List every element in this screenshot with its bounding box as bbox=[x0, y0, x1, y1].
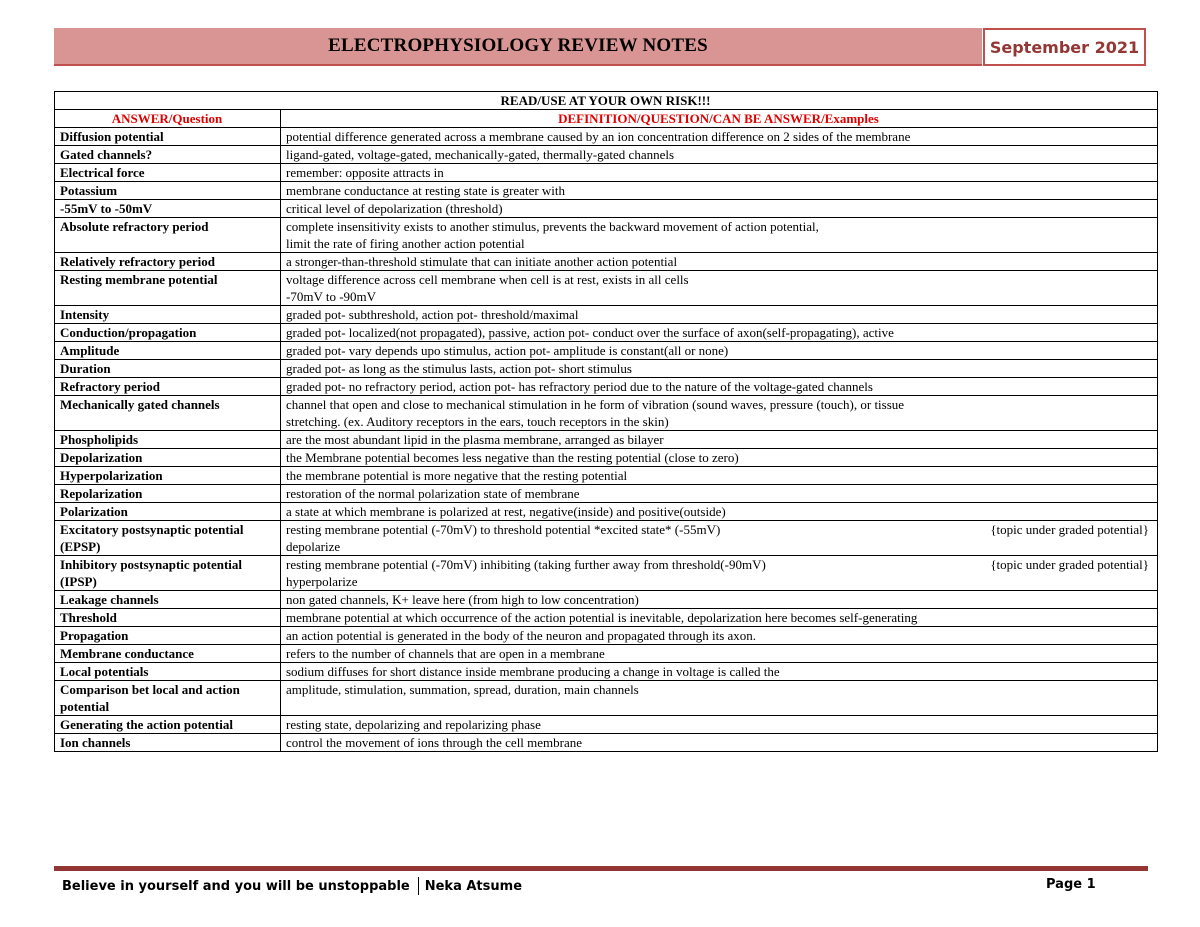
header-row bbox=[55, 110, 1158, 128]
definition-cell bbox=[281, 556, 1158, 591]
footer-separator bbox=[418, 877, 419, 895]
topic-tag: {topic under graded potential} bbox=[990, 522, 1149, 537]
table-row bbox=[55, 734, 1158, 752]
topic-tag: {topic under graded potential} bbox=[990, 557, 1149, 572]
term-cell: Local potentials bbox=[55, 663, 281, 681]
definition-line bbox=[286, 218, 1151, 235]
table-row bbox=[55, 200, 1158, 218]
term-cell: Gated channels? bbox=[55, 146, 281, 164]
definition-text: depolarize bbox=[286, 539, 341, 554]
definition-line bbox=[286, 431, 1151, 448]
definition-text: a state at which membrane is polarized at rest, negative(inside) and positive(outside) bbox=[286, 504, 726, 519]
definition-text: an action potential is generated in the body of the neuron and propagated through its axon. bbox=[286, 628, 757, 643]
definition-line bbox=[286, 663, 1151, 680]
term-cell: Mechanically gated channels bbox=[55, 396, 281, 431]
term-cell: Leakage channels bbox=[55, 591, 281, 609]
definition-line bbox=[286, 396, 1151, 413]
term-cell: Propagation bbox=[55, 627, 281, 645]
banner-text: READ/USE AT YOUR OWN RISK!!! bbox=[55, 92, 1158, 110]
definition-cell bbox=[281, 164, 1158, 182]
definition-text: graded pot- subthreshold, action pot- threshold/maximal bbox=[286, 307, 579, 322]
definition-cell bbox=[281, 663, 1158, 681]
term-cell: Membrane conductance bbox=[55, 645, 281, 663]
definition-text: restoration of the normal polarization state of membrane bbox=[286, 486, 580, 501]
table-row bbox=[55, 146, 1158, 164]
definition-cell bbox=[281, 182, 1158, 200]
table-row bbox=[55, 306, 1158, 324]
footer-left bbox=[62, 877, 522, 895]
table-row bbox=[55, 591, 1158, 609]
footer-motto: Believe in yourself and you will be unstoppable bbox=[62, 878, 410, 894]
table-row bbox=[55, 164, 1158, 182]
definition-line bbox=[286, 342, 1151, 359]
table-row bbox=[55, 716, 1158, 734]
definition-text: channel that open and close to mechanical stimulation in he form of vibration (sound waves, pressure (touch), or tissue bbox=[286, 397, 905, 412]
definition-line bbox=[286, 413, 1151, 430]
term-cell: Excitatory postsynaptic potential (EPSP) bbox=[55, 521, 281, 556]
definition-cell bbox=[281, 467, 1158, 485]
term-cell: -55mV to -50mV bbox=[55, 200, 281, 218]
definition-line bbox=[286, 235, 1151, 252]
definition-text: refers to the number of channels that are open in a membrane bbox=[286, 646, 605, 661]
term-cell: Resting membrane potential bbox=[55, 271, 281, 306]
definition-text: membrane potential at which occurrence of the action potential is inevitable, depolarization here becomes self-generating bbox=[286, 610, 918, 625]
banner-row bbox=[55, 92, 1158, 110]
term-cell: Relatively refractory period bbox=[55, 253, 281, 271]
table-row bbox=[55, 431, 1158, 449]
definition-cell bbox=[281, 146, 1158, 164]
definition-text: ligand-gated, voltage-gated, mechanically-gated, thermally-gated channels bbox=[286, 147, 675, 162]
definition-text: sodium diffuses for short distance inside membrane producing a change in voltage is called the bbox=[286, 664, 780, 679]
definition-cell bbox=[281, 503, 1158, 521]
table-row bbox=[55, 218, 1158, 253]
definition-text: voltage difference across cell membrane when cell is at rest, exists in all cells bbox=[286, 272, 689, 287]
table-row bbox=[55, 681, 1158, 716]
definition-cell bbox=[281, 218, 1158, 253]
definition-cell bbox=[281, 271, 1158, 306]
term-cell: Ion channels bbox=[55, 734, 281, 752]
definition-line bbox=[286, 182, 1151, 199]
definition-cell bbox=[281, 253, 1158, 271]
term-cell: Duration bbox=[55, 360, 281, 378]
definition-line bbox=[286, 164, 1151, 181]
col-header-answer: ANSWER/Question bbox=[55, 110, 281, 128]
table-row bbox=[55, 342, 1158, 360]
page-title: ELECTROPHYSIOLOGY REVIEW NOTES bbox=[328, 35, 708, 56]
definition-line bbox=[286, 485, 1151, 502]
definition-cell bbox=[281, 431, 1158, 449]
table-row bbox=[55, 521, 1158, 556]
definition-cell bbox=[281, 342, 1158, 360]
definition-text: a stronger-than-threshold stimulate that can initiate another action potential bbox=[286, 254, 678, 269]
definition-line bbox=[286, 716, 1151, 733]
definition-cell bbox=[281, 609, 1158, 627]
definition-text: hyperpolarize bbox=[286, 574, 358, 589]
table-row bbox=[55, 449, 1158, 467]
table-row bbox=[55, 396, 1158, 431]
header-bar bbox=[54, 28, 982, 66]
definition-text: graded pot- as long as the stimulus lasts, action pot- short stimulus bbox=[286, 361, 632, 376]
definition-text: the Membrane potential becomes less negative than the resting potential (close to zero) bbox=[286, 450, 739, 465]
col-header-definition: DEFINITION/QUESTION/CAN BE ANSWER/Examples bbox=[281, 110, 1158, 128]
term-cell: Potassium bbox=[55, 182, 281, 200]
definition-text: are the most abundant lipid in the plasma membrane, arranged as bilayer bbox=[286, 432, 664, 447]
definition-cell bbox=[281, 360, 1158, 378]
table-row bbox=[55, 556, 1158, 591]
definition-cell bbox=[281, 449, 1158, 467]
definition-cell bbox=[281, 396, 1158, 431]
definition-cell bbox=[281, 200, 1158, 218]
table-row bbox=[55, 324, 1158, 342]
definition-cell bbox=[281, 485, 1158, 503]
definition-cell bbox=[281, 521, 1158, 556]
definition-text: limit the rate of firing another action potential bbox=[286, 236, 525, 251]
definition-line bbox=[286, 503, 1151, 520]
definition-line bbox=[286, 128, 1151, 145]
definition-line bbox=[286, 253, 1151, 270]
table-row bbox=[55, 271, 1158, 306]
definition-line bbox=[286, 573, 1151, 590]
term-cell: Absolute refractory period bbox=[55, 218, 281, 253]
table-row bbox=[55, 378, 1158, 396]
term-cell: Electrical force bbox=[55, 164, 281, 182]
definition-text: amplitude, stimulation, summation, spread, duration, main channels bbox=[286, 682, 639, 697]
definition-line bbox=[286, 645, 1151, 662]
term-cell: Comparison bet local and action potential bbox=[55, 681, 281, 716]
definition-text: potential difference generated across a membrane caused by an ion concentration difference on 2 sides of the membrane bbox=[286, 129, 911, 144]
term-cell: Depolarization bbox=[55, 449, 281, 467]
table-row bbox=[55, 485, 1158, 503]
definition-cell bbox=[281, 627, 1158, 645]
definition-cell bbox=[281, 716, 1158, 734]
definition-line bbox=[286, 449, 1151, 466]
table-row bbox=[55, 645, 1158, 663]
definition-line bbox=[286, 288, 1151, 305]
term-cell: Threshold bbox=[55, 609, 281, 627]
definition-text: resting state, depolarizing and repolarizing phase bbox=[286, 717, 541, 732]
table-row bbox=[55, 128, 1158, 146]
definition-text: membrane conductance at resting state is greater with bbox=[286, 183, 566, 198]
term-cell: Repolarization bbox=[55, 485, 281, 503]
definition-line bbox=[286, 200, 1151, 217]
definition-cell bbox=[281, 734, 1158, 752]
term-cell: Generating the action potential bbox=[55, 716, 281, 734]
definition-line bbox=[286, 271, 1151, 288]
definition-line bbox=[286, 521, 1151, 538]
term-cell: Phospholipids bbox=[55, 431, 281, 449]
definition-line bbox=[286, 591, 1151, 608]
table-row bbox=[55, 182, 1158, 200]
term-cell: Refractory period bbox=[55, 378, 281, 396]
header-date: September 2021 bbox=[983, 28, 1146, 66]
definition-text: graded pot- no refractory period, action pot- has refractory period due to the nature of the voltage-gated channels bbox=[286, 379, 873, 394]
table-row bbox=[55, 663, 1158, 681]
definition-text: -70mV to -90mV bbox=[286, 289, 377, 304]
definition-line bbox=[286, 556, 1151, 573]
definition-text: resting membrane potential (-70mV) inhibiting (taking further away from threshold(-90mV) bbox=[286, 557, 766, 572]
definition-line bbox=[286, 146, 1151, 163]
term-cell: Amplitude bbox=[55, 342, 281, 360]
definition-text: non gated channels, K+ leave here (from high to low concentration) bbox=[286, 592, 639, 607]
term-cell: Hyperpolarization bbox=[55, 467, 281, 485]
term-cell: Conduction/propagation bbox=[55, 324, 281, 342]
definition-text: remember: opposite attracts in bbox=[286, 165, 444, 180]
table-row bbox=[55, 253, 1158, 271]
definition-line bbox=[286, 360, 1151, 377]
footer-divider bbox=[54, 866, 1148, 871]
definition-cell bbox=[281, 645, 1158, 663]
definition-cell bbox=[281, 128, 1158, 146]
term-cell: Polarization bbox=[55, 503, 281, 521]
definition-text: graded pot- vary depends upo stimulus, action pot- amplitude is constant(all or none) bbox=[286, 343, 729, 358]
definition-cell bbox=[281, 324, 1158, 342]
definition-cell bbox=[281, 591, 1158, 609]
definition-line bbox=[286, 378, 1151, 395]
definition-line bbox=[286, 734, 1151, 751]
definition-line bbox=[286, 306, 1151, 323]
definition-line bbox=[286, 467, 1151, 484]
definition-cell bbox=[281, 681, 1158, 716]
term-cell: Diffusion potential bbox=[55, 128, 281, 146]
definition-text: control the movement of ions through the cell membrane bbox=[286, 735, 583, 750]
term-cell: Inhibitory postsynaptic potential (IPSP) bbox=[55, 556, 281, 591]
table-row bbox=[55, 609, 1158, 627]
definition-line bbox=[286, 609, 1151, 626]
footer-page-number: Page 1 bbox=[1046, 877, 1096, 892]
table-row bbox=[55, 467, 1158, 485]
table-row bbox=[55, 627, 1158, 645]
definition-line bbox=[286, 538, 1151, 555]
definition-cell bbox=[281, 306, 1158, 324]
definition-line bbox=[286, 324, 1151, 341]
term-cell: Intensity bbox=[55, 306, 281, 324]
definition-text: stretching. (ex. Auditory receptors in the ears, touch receptors in the skin) bbox=[286, 414, 669, 429]
definition-line bbox=[286, 627, 1151, 644]
definition-line bbox=[286, 681, 1151, 698]
definition-text: graded pot- localized(not propagated), passive, action pot- conduct over the surface of axon(self-propagating), active bbox=[286, 325, 894, 340]
definition-text: resting membrane potential (-70mV) to threshold potential *excited state* (-55mV) bbox=[286, 522, 721, 537]
notes-table bbox=[54, 91, 1158, 752]
table-row bbox=[55, 503, 1158, 521]
definition-text: complete insensitivity exists to another stimulus, prevents the backward movement of action potential, bbox=[286, 219, 819, 234]
table-row bbox=[55, 360, 1158, 378]
definition-cell bbox=[281, 378, 1158, 396]
definition-text: the membrane potential is more negative that the resting potential bbox=[286, 468, 628, 483]
footer-author: Neka Atsume bbox=[424, 878, 523, 894]
definition-text: critical level of depolarization (threshold) bbox=[286, 201, 503, 216]
